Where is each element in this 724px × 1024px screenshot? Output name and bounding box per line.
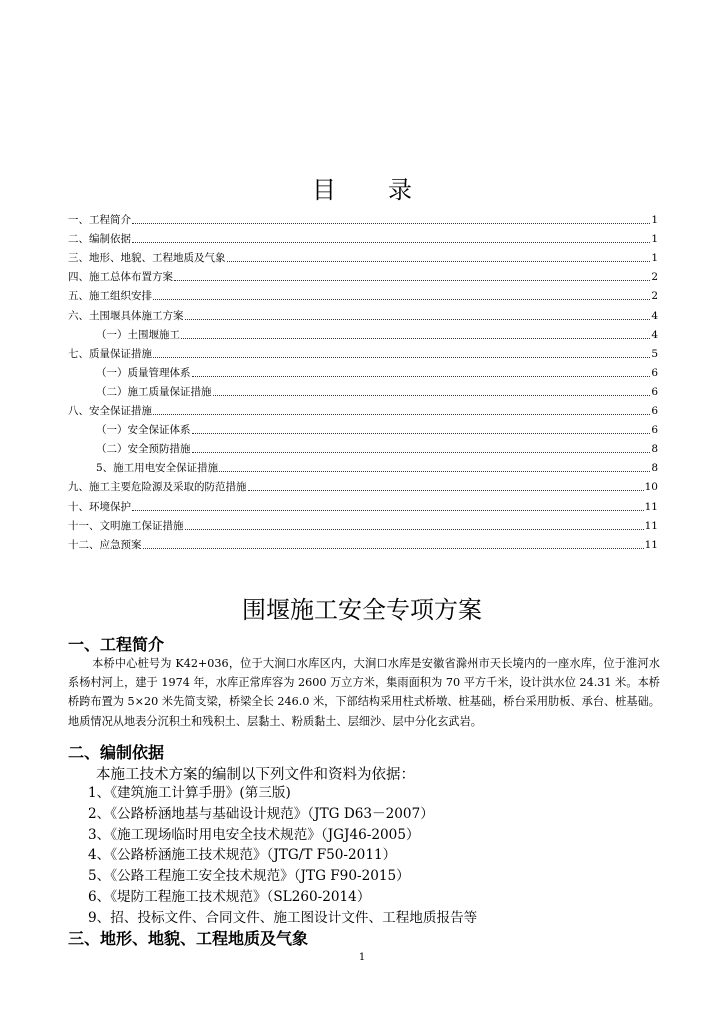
toc-entry-page: 5: [651, 347, 658, 360]
toc-entry-label: 十二、应急预案: [68, 538, 142, 551]
page-number: 1: [358, 952, 366, 963]
toc-entry[interactable]: [68, 436, 658, 455]
section-heading-terrain: 三、地形、地貌、工程地质及气象: [68, 929, 309, 948]
toc-entry-label: 三、地形、地貌、工程地质及气象: [68, 252, 226, 265]
toc-entry-label: 十一、文明施工保证措施: [68, 519, 184, 532]
toc-entry-page: 6: [651, 424, 658, 437]
toc-title-char-1: 目: [312, 176, 336, 204]
toc-dot-leader: [153, 356, 650, 358]
toc-entry-page: 2: [651, 290, 658, 303]
reference-item: 3、《施工现场临时用电安全技术规范》（JGJ46-2005）: [88, 826, 420, 843]
toc-entry[interactable]: [68, 474, 658, 493]
reference-item: 6、《堤防工程施工技术规范》（SL260-2014）: [88, 888, 371, 905]
toc-entry[interactable]: [68, 493, 658, 512]
toc-entry-label: 九、施工主要危险源及采取的防范措施: [68, 481, 247, 494]
toc-entry[interactable]: [68, 341, 658, 360]
toc-entry[interactable]: [68, 283, 658, 302]
toc-dot-leader: [248, 489, 644, 491]
toc-entry-label: 一、工程简介: [68, 214, 131, 227]
toc-entry-label: 四、施工总体布置方案: [68, 271, 173, 284]
reference-item: 5、《公路工程施工安全技术规范》（JTG F90-2015）: [88, 868, 410, 885]
reference-item: 2、《公路桥涵地基与基础设计规范》（JTG D63－2007）: [88, 805, 434, 822]
toc-dot-leader: [227, 260, 651, 262]
toc-entry-page: 4: [651, 309, 658, 322]
toc-dot-leader: [153, 298, 650, 300]
toc-entry-label: 六、土围堰具体施工方案: [68, 309, 184, 322]
toc-entry-page: 2: [651, 271, 658, 284]
basis-intro: 本施工技术方案的编制以下列文件和资料为依据：: [96, 767, 415, 783]
toc-entry-label: 二、编制依据: [68, 233, 131, 246]
toc-dot-leader: [213, 394, 651, 396]
toc-dot-leader: [132, 241, 650, 243]
toc-entry-page: 4: [651, 328, 658, 341]
toc-entry-page: 1: [651, 233, 658, 246]
overview-text: 本桥中心桩号为 K42+036，位于大涧口水库区内，大涧口水库是安徽省滁州市天长境内的一座水库，位于淮河水系杨村河上，建于 1974 年，水库正常库容为 2600 万立方米，集雨面积为 70 平方千米，设计洪水位 24.31 米。本桥桥跨布置为 5×20 米先简支梁，桥梁全长 246.0 米，下部结构采用柱式桥墩、桩基础，桥台采用肋板、承台、桩基础。地质情况从地表分沉积土和残积土、层黏土、粉质黏土、层细沙、层中分化玄武岩。: [68, 657, 660, 728]
toc-entry[interactable]: [68, 417, 658, 436]
toc-entry-label: 五、施工组织安排: [68, 290, 152, 303]
section-heading-overview: 一、工程简介: [68, 635, 165, 654]
reference-item: 4、《公路桥涵施工技术规范》（JTG/T F50-2011）: [88, 847, 397, 864]
toc-dot-leader: [132, 222, 650, 224]
toc-entry-page: 11: [644, 538, 658, 551]
toc-dot-leader: [185, 528, 644, 530]
toc-dot-leader: [192, 451, 651, 453]
toc-entry-label: （一）安全保证体系: [96, 424, 191, 437]
section-heading-basis: 二、编制依据: [68, 743, 165, 762]
reference-item: 1、《建筑施工计算手册》(第三版): [88, 785, 291, 801]
toc-entry-label: 5、施工用电安全保证措施: [96, 462, 219, 475]
toc-entry-page: 1: [651, 214, 658, 227]
toc-dot-leader: [192, 432, 651, 434]
section-body-overview: [68, 654, 660, 731]
toc-entry-label: （二）安全预防措施: [96, 443, 191, 456]
toc-entry[interactable]: [68, 302, 658, 321]
document-title: 围堰施工安全专项方案: [242, 596, 482, 624]
reference-list: [88, 783, 477, 929]
toc-dot-leader: [181, 337, 650, 339]
toc-entry-label: （一）质量管理体系: [96, 366, 191, 379]
toc-entry-page: 6: [651, 405, 658, 418]
toc-entry-page: 11: [644, 500, 658, 513]
toc-entry[interactable]: [68, 455, 658, 474]
toc-dot-leader: [143, 547, 644, 549]
toc-dot-leader: [219, 470, 650, 472]
toc-entry-label: 七、质量保证措施: [68, 347, 152, 360]
toc-entry[interactable]: [68, 513, 658, 532]
toc-dot-leader: [174, 279, 650, 281]
toc-entry[interactable]: [68, 226, 658, 245]
toc-entry-page: 8: [651, 443, 658, 456]
toc-entry-page: 11: [644, 519, 658, 532]
table-of-contents: [68, 207, 658, 551]
toc-entry-page: 6: [651, 385, 658, 398]
toc-dot-leader: [185, 318, 651, 320]
toc-entry[interactable]: [68, 245, 658, 264]
toc-entry[interactable]: [68, 360, 658, 379]
toc-entry[interactable]: [68, 379, 658, 398]
toc-entry-page: 10: [644, 481, 658, 494]
toc-entry-label: （二）施工质量保证措施: [96, 385, 212, 398]
toc-dot-leader: [192, 375, 651, 377]
toc-dot-leader: [153, 413, 650, 415]
toc-entry[interactable]: [68, 207, 658, 226]
toc-entry-label: （一）土围堰施工: [96, 328, 180, 341]
toc-title: [0, 170, 724, 205]
toc-entry-label: 八、安全保证措施: [68, 405, 152, 418]
toc-title-char-2: 录: [388, 176, 412, 204]
toc-entry[interactable]: [68, 398, 658, 417]
toc-entry-label: 十、环境保护: [68, 500, 131, 513]
toc-entry-page: 6: [651, 366, 658, 379]
toc-entry[interactable]: [68, 322, 658, 341]
toc-entry-page: 8: [651, 462, 658, 475]
toc-entry-page: 1: [651, 252, 658, 265]
toc-entry[interactable]: [68, 532, 658, 551]
toc-dot-leader: [132, 509, 644, 511]
reference-item: 9、招、投标文件、合同文件、施工图设计文件、工程地质报告等: [88, 909, 478, 926]
toc-entry[interactable]: [68, 264, 658, 283]
